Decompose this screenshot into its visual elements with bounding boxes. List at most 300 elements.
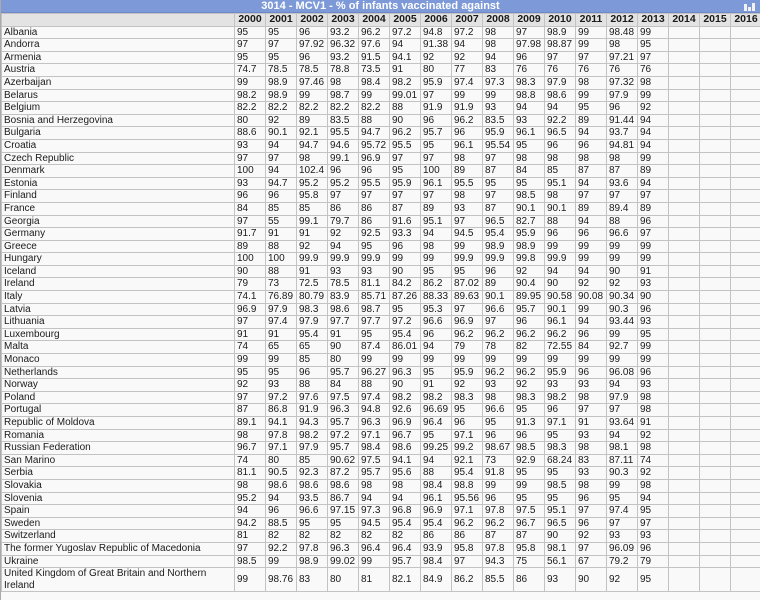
country-cell[interactable]: Estonia	[2, 177, 235, 190]
year-column-header[interactable]: 2000	[235, 14, 266, 27]
value-cell: 94	[545, 265, 576, 278]
value-cell: 81.1	[359, 278, 390, 291]
table-row	[2, 152, 760, 165]
value-cell: 96	[638, 303, 669, 316]
value-cell: 98.9	[297, 555, 328, 568]
value-cell	[669, 391, 700, 404]
value-cell: 92	[452, 379, 483, 392]
year-column-header[interactable]: 2012	[607, 14, 638, 27]
country-cell[interactable]: Lithuania	[2, 316, 235, 329]
value-cell: 87	[390, 202, 421, 215]
country-cell[interactable]: Ukraine	[2, 555, 235, 568]
value-cell: 99	[607, 328, 638, 341]
value-cell: 96.2	[514, 328, 545, 341]
value-cell	[700, 114, 731, 127]
value-cell: 80	[328, 354, 359, 367]
value-cell: 93	[359, 265, 390, 278]
value-cell: 96.1	[421, 492, 452, 505]
value-cell: 96.3	[328, 542, 359, 555]
value-cell: 82.2	[359, 102, 390, 115]
value-cell: 90.62	[328, 454, 359, 467]
value-cell: 97.4	[266, 316, 297, 329]
value-cell: 96.32	[328, 39, 359, 52]
value-cell: 99	[452, 354, 483, 367]
value-cell: 97.21	[607, 51, 638, 64]
value-cell	[731, 278, 760, 291]
value-cell: 98.4	[359, 76, 390, 89]
value-cell: 97.1	[359, 429, 390, 442]
value-cell	[700, 215, 731, 228]
value-cell: 99	[483, 89, 514, 102]
value-cell: 98.8	[452, 479, 483, 492]
value-cell: 96	[576, 517, 607, 530]
value-cell: 96.9	[421, 505, 452, 518]
value-cell: 89	[297, 114, 328, 127]
value-cell: 82	[266, 530, 297, 543]
value-cell: 99.2	[452, 442, 483, 455]
value-cell: 94.8	[421, 26, 452, 39]
value-cell: 97	[421, 89, 452, 102]
value-cell: 80	[266, 454, 297, 467]
value-cell: 97.8	[297, 542, 328, 555]
country-cell[interactable]: Spain	[2, 505, 235, 518]
value-cell	[700, 303, 731, 316]
value-cell: 95	[638, 328, 669, 341]
value-cell	[700, 442, 731, 455]
value-cell: 97.2	[452, 26, 483, 39]
value-cell: 98.3	[514, 391, 545, 404]
country-cell[interactable]: Armenia	[2, 51, 235, 64]
value-cell: 97	[607, 404, 638, 417]
table-row	[2, 127, 760, 140]
value-cell: 87	[483, 165, 514, 178]
value-cell	[700, 492, 731, 505]
value-cell: 56.1	[545, 555, 576, 568]
value-cell: 96.2	[452, 517, 483, 530]
country-cell[interactable]: United Kingdom of Great Britain and Northern Ireland	[2, 568, 235, 592]
year-column-header[interactable]: 2006	[421, 14, 452, 27]
value-cell: 94	[235, 505, 266, 518]
value-cell: 98	[638, 391, 669, 404]
value-cell	[731, 316, 760, 329]
value-cell: 96.7	[390, 429, 421, 442]
value-cell	[669, 64, 700, 77]
value-cell	[700, 26, 731, 39]
value-cell: 85	[297, 202, 328, 215]
value-cell: 78.5	[266, 64, 297, 77]
value-cell	[669, 102, 700, 115]
value-cell	[731, 76, 760, 89]
value-cell: 98.3	[514, 76, 545, 89]
value-cell: 98	[576, 442, 607, 455]
year-column-header[interactable]: 2002	[297, 14, 328, 27]
value-cell: 95.5	[359, 177, 390, 190]
value-cell: 99.8	[514, 253, 545, 266]
table-row	[2, 165, 760, 178]
country-cell[interactable]: Georgia	[2, 215, 235, 228]
value-cell: 82.2	[328, 102, 359, 115]
value-cell: 76	[576, 64, 607, 77]
country-cell[interactable]: Hungary	[2, 253, 235, 266]
country-cell[interactable]: Slovenia	[2, 492, 235, 505]
value-cell: 98	[545, 152, 576, 165]
country-cell[interactable]: Portugal	[2, 404, 235, 417]
value-cell: 98.2	[545, 391, 576, 404]
value-cell: 85	[266, 202, 297, 215]
country-cell[interactable]: Switzerland	[2, 530, 235, 543]
value-cell: 72.55	[545, 341, 576, 354]
value-cell	[700, 316, 731, 329]
country-cell[interactable]: Latvia	[2, 303, 235, 316]
table-row	[2, 517, 760, 530]
value-cell: 97.2	[266, 391, 297, 404]
country-cell[interactable]: Germany	[2, 228, 235, 241]
value-cell: 95	[421, 429, 452, 442]
country-cell[interactable]: Finland	[2, 190, 235, 203]
value-cell: 92	[514, 265, 545, 278]
value-cell: 97.46	[297, 76, 328, 89]
value-cell: 89.1	[235, 417, 266, 430]
country-cell[interactable]: Netherlands	[2, 366, 235, 379]
value-cell: 93	[576, 429, 607, 442]
value-cell: 97.6	[297, 391, 328, 404]
value-cell: 81	[359, 568, 390, 592]
value-cell: 83.5	[483, 114, 514, 127]
value-cell: 95	[390, 165, 421, 178]
value-cell: 90.1	[266, 127, 297, 140]
value-cell: 88	[390, 102, 421, 115]
value-cell: 97.92	[297, 39, 328, 52]
value-cell: 98.4	[421, 555, 452, 568]
table-row	[2, 442, 760, 455]
value-cell: 96.6	[483, 404, 514, 417]
bar-chart-icon[interactable]	[743, 2, 756, 11]
table-row	[2, 215, 760, 228]
value-cell: 82.2	[266, 102, 297, 115]
value-cell: 79	[235, 278, 266, 291]
value-cell: 87	[514, 530, 545, 543]
value-cell: 95	[638, 505, 669, 518]
value-cell: 98	[297, 152, 328, 165]
value-cell	[731, 139, 760, 152]
country-cell[interactable]: Czech Republic	[2, 152, 235, 165]
value-cell: 98	[328, 76, 359, 89]
value-cell: 95.6	[390, 467, 421, 480]
country-cell[interactable]: Azerbaijan	[2, 76, 235, 89]
value-cell: 95.9	[514, 228, 545, 241]
country-cell[interactable]: Croatia	[2, 139, 235, 152]
value-cell: 93	[638, 530, 669, 543]
value-cell: 84	[514, 165, 545, 178]
value-cell: 96.27	[359, 366, 390, 379]
country-cell[interactable]: Ireland	[2, 278, 235, 291]
value-cell: 97	[638, 228, 669, 241]
value-cell: 95	[421, 265, 452, 278]
value-cell	[669, 215, 700, 228]
value-cell: 98	[638, 442, 669, 455]
value-cell: 92	[235, 379, 266, 392]
value-cell	[669, 442, 700, 455]
value-cell	[669, 429, 700, 442]
value-cell: 98.7	[328, 89, 359, 102]
value-cell: 91	[328, 328, 359, 341]
value-cell: 73.5	[359, 64, 390, 77]
value-cell: 93	[483, 379, 514, 392]
value-cell: 98.6	[266, 479, 297, 492]
country-cell[interactable]: Monaco	[2, 354, 235, 367]
value-cell	[669, 177, 700, 190]
value-cell: 95.56	[452, 492, 483, 505]
country-cell[interactable]: Belgium	[2, 102, 235, 115]
value-cell	[700, 127, 731, 140]
value-cell: 96	[266, 505, 297, 518]
country-cell[interactable]: Poland	[2, 391, 235, 404]
country-cell[interactable]: Russian Federation	[2, 442, 235, 455]
value-cell: 86	[452, 530, 483, 543]
country-cell[interactable]: Romania	[2, 429, 235, 442]
year-column-header[interactable]: 2010	[545, 14, 576, 27]
value-cell: 90	[576, 568, 607, 592]
value-cell: 97	[483, 152, 514, 165]
value-cell: 89	[235, 240, 266, 253]
value-cell: 96.2	[514, 366, 545, 379]
value-cell: 98.5	[545, 479, 576, 492]
value-cell: 89	[452, 165, 483, 178]
value-cell: 94	[638, 177, 669, 190]
value-cell	[700, 265, 731, 278]
year-column-header[interactable]: 2001	[266, 14, 297, 27]
value-cell: 92	[297, 240, 328, 253]
country-column-header	[2, 14, 235, 27]
value-cell: 97.5	[328, 391, 359, 404]
year-column-header[interactable]: 2009	[514, 14, 545, 27]
value-cell: 94	[576, 316, 607, 329]
value-cell: 98.9	[514, 240, 545, 253]
table-row	[2, 278, 760, 291]
value-cell: 98.2	[390, 76, 421, 89]
country-cell[interactable]: Bosnia and Herzegovina	[2, 114, 235, 127]
value-cell: 99	[638, 341, 669, 354]
value-cell: 87.2	[328, 467, 359, 480]
year-column-header[interactable]: 2011	[576, 14, 607, 27]
country-cell[interactable]: Serbia	[2, 467, 235, 480]
value-cell: 94	[390, 492, 421, 505]
value-cell: 95.8	[514, 542, 545, 555]
value-cell: 95	[390, 303, 421, 316]
value-cell: 93	[545, 379, 576, 392]
table-row	[2, 291, 760, 304]
value-cell	[731, 366, 760, 379]
value-cell: 87.02	[452, 278, 483, 291]
value-cell: 89	[421, 202, 452, 215]
value-cell: 95.2	[235, 492, 266, 505]
table-row	[2, 202, 760, 215]
country-cell[interactable]: Italy	[2, 291, 235, 304]
country-cell[interactable]: Belarus	[2, 89, 235, 102]
country-cell[interactable]: Sweden	[2, 517, 235, 530]
year-column-header[interactable]: 2014	[669, 14, 700, 27]
country-cell[interactable]: Greece	[2, 240, 235, 253]
country-cell[interactable]: The former Yugoslav Republic of Macedonia	[2, 542, 235, 555]
value-cell: 76	[545, 64, 576, 77]
value-cell: 97	[235, 39, 266, 52]
value-cell	[669, 530, 700, 543]
value-cell: 93	[576, 379, 607, 392]
year-column-header[interactable]: 2003	[328, 14, 359, 27]
value-cell	[700, 228, 731, 241]
value-cell: 99.25	[421, 442, 452, 455]
value-cell: 92	[514, 379, 545, 392]
value-cell: 99	[638, 240, 669, 253]
header-row	[2, 14, 760, 27]
value-cell	[700, 328, 731, 341]
value-cell: 79.2	[607, 555, 638, 568]
country-cell[interactable]: Iceland	[2, 265, 235, 278]
value-cell: 96.4	[421, 417, 452, 430]
country-cell[interactable]: Republic of Moldova	[2, 417, 235, 430]
value-cell	[731, 89, 760, 102]
country-cell[interactable]: Slovakia	[2, 479, 235, 492]
value-cell: 91.38	[421, 39, 452, 52]
value-cell: 97.9	[266, 303, 297, 316]
country-cell[interactable]: Andorra	[2, 39, 235, 52]
value-cell: 95.4	[483, 228, 514, 241]
value-cell: 82	[390, 530, 421, 543]
value-cell: 93	[638, 278, 669, 291]
country-cell[interactable]: Bulgaria	[2, 127, 235, 140]
value-cell: 99	[421, 354, 452, 367]
value-cell: 92.6	[390, 404, 421, 417]
value-cell	[700, 530, 731, 543]
value-cell	[669, 152, 700, 165]
value-cell: 99.1	[328, 152, 359, 165]
value-cell: 90.5	[266, 467, 297, 480]
country-cell[interactable]: Albania	[2, 26, 235, 39]
value-cell: 93	[328, 265, 359, 278]
table-row	[2, 228, 760, 241]
value-cell	[731, 51, 760, 64]
value-cell	[731, 467, 760, 480]
value-cell: 98.9	[483, 240, 514, 253]
year-column-header[interactable]: 2008	[483, 14, 514, 27]
value-cell	[669, 253, 700, 266]
value-cell: 99	[452, 89, 483, 102]
value-cell: 99	[390, 354, 421, 367]
country-cell[interactable]: Norway	[2, 379, 235, 392]
value-cell: 92	[452, 51, 483, 64]
value-cell	[669, 454, 700, 467]
year-column-header[interactable]: 2005	[390, 14, 421, 27]
value-cell: 94	[421, 454, 452, 467]
value-cell	[669, 341, 700, 354]
value-cell: 91	[266, 328, 297, 341]
value-cell: 99	[607, 240, 638, 253]
value-cell: 73	[483, 454, 514, 467]
country-cell[interactable]: Malta	[2, 341, 235, 354]
value-cell	[700, 454, 731, 467]
value-cell: 94	[359, 492, 390, 505]
value-cell: 97.7	[359, 316, 390, 329]
year-column-header[interactable]: 2007	[452, 14, 483, 27]
value-cell: 74	[638, 454, 669, 467]
value-cell	[669, 379, 700, 392]
value-cell: 65	[266, 341, 297, 354]
value-cell	[731, 26, 760, 39]
value-cell	[669, 479, 700, 492]
value-cell: 94	[607, 379, 638, 392]
value-cell: 98.6	[297, 479, 328, 492]
value-cell: 95.4	[297, 328, 328, 341]
table-row	[2, 139, 760, 152]
value-cell: 83	[297, 568, 328, 592]
value-cell: 88.5	[266, 517, 297, 530]
value-cell: 99	[576, 354, 607, 367]
table-row	[2, 555, 760, 568]
value-cell: 80	[235, 114, 266, 127]
vaccination-table	[1, 13, 760, 592]
country-cell[interactable]: France	[2, 202, 235, 215]
title-bar	[1, 0, 760, 13]
value-cell: 94	[638, 127, 669, 140]
year-column-header[interactable]: 2013	[638, 14, 669, 27]
country-cell[interactable]: Denmark	[2, 165, 235, 178]
value-cell: 96	[390, 240, 421, 253]
value-cell: 94.81	[607, 139, 638, 152]
value-cell: 97	[235, 152, 266, 165]
country-cell[interactable]: Luxembourg	[2, 328, 235, 341]
table-row	[2, 303, 760, 316]
value-cell: 97	[266, 152, 297, 165]
value-cell: 95.4	[390, 517, 421, 530]
value-cell: 76.89	[266, 291, 297, 304]
year-column-header[interactable]: 2004	[359, 14, 390, 27]
year-column-header[interactable]: 2015	[700, 14, 731, 27]
year-column-header[interactable]: 2016	[731, 14, 760, 27]
value-cell: 96.2	[452, 114, 483, 127]
value-cell: 97	[452, 555, 483, 568]
value-cell: 87	[607, 165, 638, 178]
value-cell: 87	[483, 530, 514, 543]
value-cell	[731, 228, 760, 241]
page-title: 3014 - MCV1 - % of infants vaccinated against	[261, 0, 500, 12]
value-cell: 99	[266, 555, 297, 568]
value-cell	[731, 442, 760, 455]
value-cell: 87	[576, 165, 607, 178]
value-cell: 95	[452, 265, 483, 278]
value-cell: 90	[638, 291, 669, 304]
value-cell: 94.1	[390, 454, 421, 467]
value-cell: 88	[266, 265, 297, 278]
value-cell: 95	[235, 51, 266, 64]
value-cell	[669, 316, 700, 329]
table-row	[2, 530, 760, 543]
value-cell: 97	[421, 190, 452, 203]
value-cell: 97.2	[390, 316, 421, 329]
value-cell: 98	[452, 190, 483, 203]
value-cell: 86	[328, 202, 359, 215]
value-cell: 95	[359, 328, 390, 341]
country-cell[interactable]: San Marino	[2, 454, 235, 467]
value-cell: 81.1	[235, 467, 266, 480]
country-cell[interactable]: Austria	[2, 64, 235, 77]
value-cell: 98.5	[514, 190, 545, 203]
value-cell: 95.4	[390, 328, 421, 341]
value-cell: 97.1	[545, 417, 576, 430]
value-cell: 97.6	[359, 39, 390, 52]
value-cell: 92.1	[452, 454, 483, 467]
table-row	[2, 76, 760, 89]
value-cell: 96.4	[359, 542, 390, 555]
